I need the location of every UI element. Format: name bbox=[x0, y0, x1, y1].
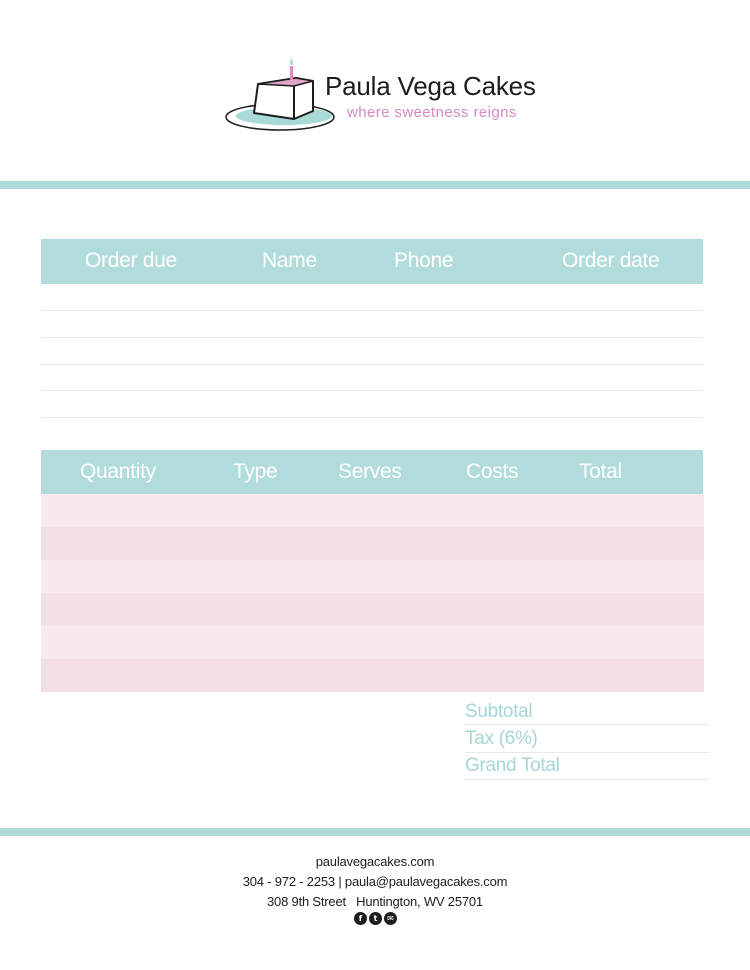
brand-tagline: where sweetness reigns bbox=[347, 104, 517, 121]
item-row[interactable] bbox=[41, 494, 704, 527]
email-icon[interactable]: ✉ bbox=[384, 912, 397, 925]
cake-logo-icon bbox=[222, 55, 337, 135]
item-row[interactable] bbox=[41, 560, 704, 593]
header-type: Type bbox=[233, 460, 278, 483]
brand-logo bbox=[222, 55, 542, 135]
header-quantity: Quantity bbox=[80, 460, 156, 483]
header-phone: Phone bbox=[394, 249, 454, 272]
order-entry-line[interactable] bbox=[41, 417, 703, 418]
footer-contact: 304 - 972 - 2253 | paula@paulavegacakes.com bbox=[242, 874, 508, 889]
order-entry-line[interactable] bbox=[41, 337, 703, 338]
brand-name: Paula Vega Cakes bbox=[325, 71, 536, 101]
facebook-icon[interactable]: f bbox=[354, 912, 367, 925]
social-icons bbox=[354, 912, 398, 926]
header-serves: Serves bbox=[338, 460, 402, 483]
tax-label: Tax (6%) bbox=[465, 728, 538, 749]
grand-total-label: Grand Total bbox=[465, 755, 560, 776]
subtotal-label: Subtotal bbox=[465, 701, 533, 722]
header-order-date: Order date bbox=[562, 249, 660, 272]
header-total: Total bbox=[579, 460, 622, 483]
tax-line[interactable] bbox=[465, 752, 709, 753]
top-divider bbox=[0, 181, 750, 189]
grand-total-line[interactable] bbox=[465, 779, 709, 780]
header-order-due: Order due bbox=[85, 249, 177, 272]
footer-website: paulavegacakes.com bbox=[315, 854, 435, 869]
order-table-header bbox=[41, 239, 703, 284]
subtotal-line[interactable] bbox=[465, 724, 709, 725]
header-name: Name bbox=[262, 249, 317, 272]
order-entry-line[interactable] bbox=[41, 364, 703, 365]
item-row[interactable] bbox=[41, 659, 704, 692]
bottom-divider bbox=[0, 828, 750, 836]
order-entry-line[interactable] bbox=[41, 390, 703, 391]
item-row[interactable] bbox=[41, 626, 704, 659]
footer-address: 308 9th Street Huntington, WV 25701 bbox=[267, 894, 483, 909]
twitter-icon[interactable]: t bbox=[369, 912, 382, 925]
item-row[interactable] bbox=[41, 527, 704, 560]
order-entry-line[interactable] bbox=[41, 310, 703, 311]
item-row[interactable] bbox=[41, 593, 704, 626]
header-costs: Costs bbox=[466, 460, 519, 483]
items-table-header bbox=[41, 450, 703, 495]
